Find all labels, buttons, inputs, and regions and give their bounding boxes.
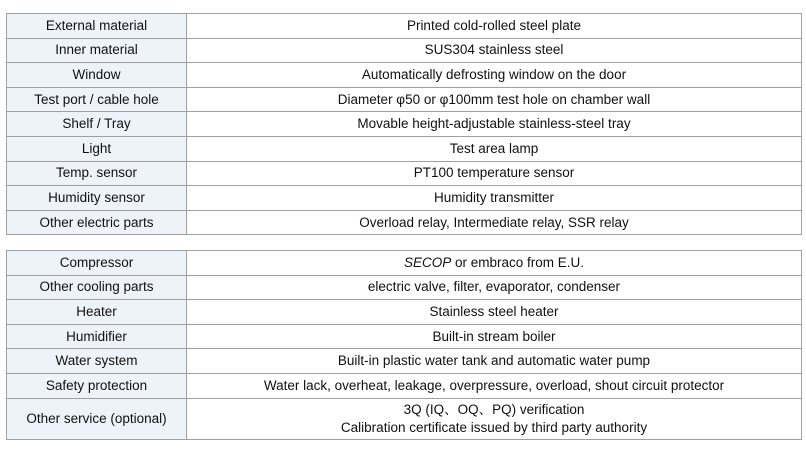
row-value-external-material: Printed cold-rolled steel plate — [187, 14, 802, 39]
table-row — [7, 87, 802, 112]
table-row — [7, 112, 802, 137]
row-label-external-material: External material — [7, 14, 187, 39]
row-label-temp-sensor: Temp. sensor — [7, 161, 187, 186]
table-row — [7, 324, 802, 349]
row-label-humidity-sensor: Humidity sensor — [7, 186, 187, 211]
row-value-shelf-tray: Movable height-adjustable stainless-steel tray — [187, 112, 802, 137]
row-value-temp-sensor: PT100 temperature sensor — [187, 161, 802, 186]
row-label-shelf-tray: Shelf / Tray — [7, 112, 187, 137]
row-label-water-system: Water system — [7, 349, 187, 374]
row-value-test-port: Diameter φ50 or φ100mm test hole on chamber wall — [187, 87, 802, 112]
row-value-compressor — [187, 251, 802, 276]
row-value-other-service — [187, 398, 802, 439]
row-value-humidity-sensor: Humidity transmitter — [187, 186, 802, 211]
table-row — [7, 373, 802, 398]
row-label-inner-material: Inner material — [7, 38, 187, 63]
row-label-heater: Heater — [7, 300, 187, 325]
table-row — [7, 251, 802, 276]
table-row — [7, 186, 802, 211]
row-value-other-cooling-parts: electric valve, filter, evaporator, condenser — [187, 275, 802, 300]
row-value-water-system: Built-in plastic water tank and automatic water pump — [187, 349, 802, 374]
row-value-inner-material: SUS304 stainless steel — [187, 38, 802, 63]
compressor-brand: SECOP — [403, 254, 452, 270]
table-row — [7, 161, 802, 186]
row-value-heater: Stainless steel heater — [187, 300, 802, 325]
table-row — [7, 38, 802, 63]
table-row — [7, 349, 802, 374]
table-row — [7, 210, 802, 235]
row-value-other-electric-parts: Overload relay, Intermediate relay, SSR relay — [187, 210, 802, 235]
row-value-humidifier: Built-in stream boiler — [187, 324, 802, 349]
table-row — [7, 300, 802, 325]
specification-table-materials — [6, 13, 802, 235]
row-label-light: Light — [7, 136, 187, 161]
row-label-other-electric-parts: Other electric parts — [7, 210, 187, 235]
row-label-other-service: Other service (optional) — [7, 398, 187, 439]
row-label-window: Window — [7, 63, 187, 88]
table-row — [7, 63, 802, 88]
row-label-safety-protection: Safety protection — [7, 373, 187, 398]
table-row — [7, 136, 802, 161]
row-value-window: Automatically defrosting window on the door — [187, 63, 802, 88]
service-line-calibration: Calibration certificate issued by third party authority — [340, 419, 648, 435]
service-line-verification: 3Q (IQ、OQ、PQ) verification — [403, 401, 585, 417]
row-label-test-port: Test port / cable hole — [7, 87, 187, 112]
table-row — [7, 398, 802, 439]
row-value-light: Test area lamp — [187, 136, 802, 161]
row-label-compressor: Compressor — [7, 251, 187, 276]
compressor-alternative: or embraco from E.U. — [451, 254, 585, 270]
row-label-other-cooling-parts: Other cooling parts — [7, 275, 187, 300]
row-label-humidifier: Humidifier — [7, 324, 187, 349]
specification-table-systems — [6, 250, 802, 440]
row-value-safety-protection: Water lack, overheat, leakage, overpressure, overload, shout circuit protector — [187, 373, 802, 398]
table-row — [7, 14, 802, 39]
table-row — [7, 275, 802, 300]
